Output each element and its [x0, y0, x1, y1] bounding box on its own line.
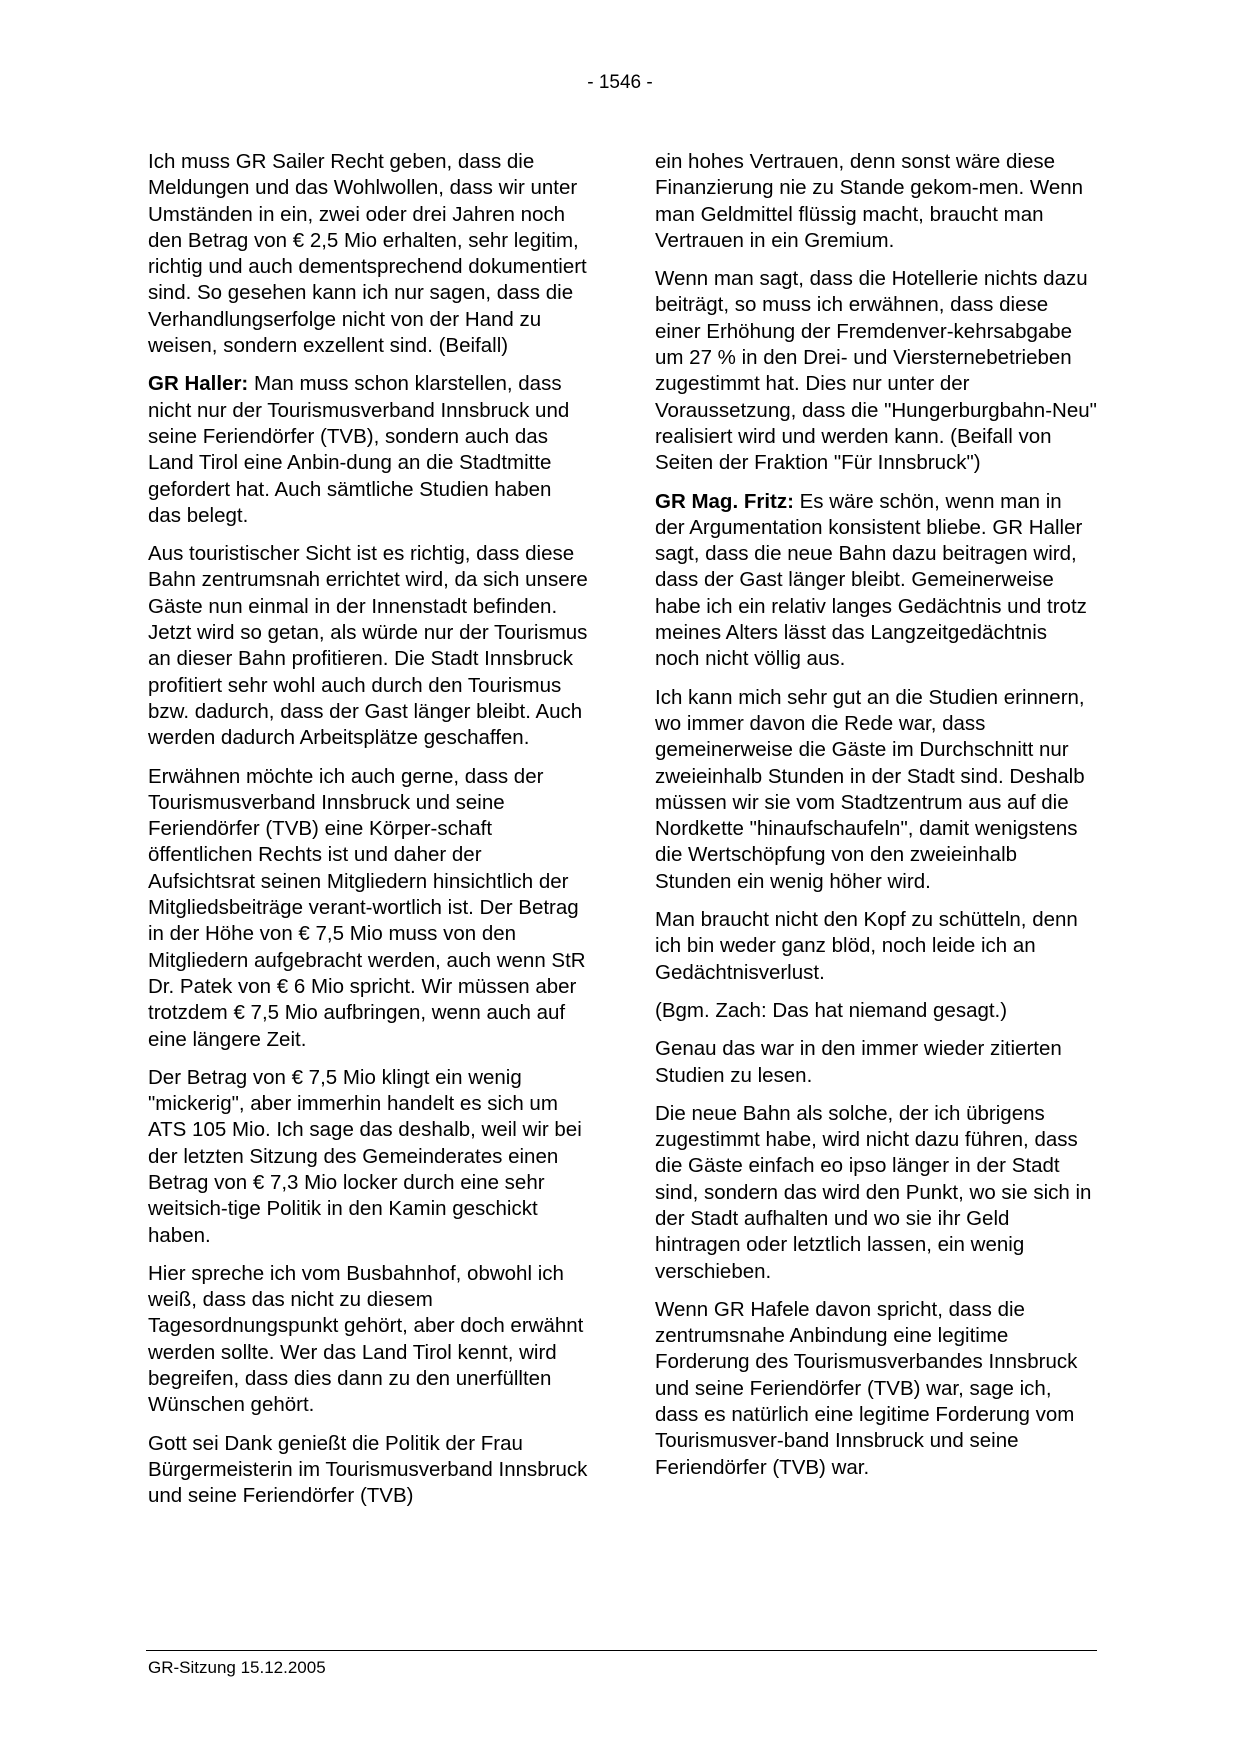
paragraph: (Bgm. Zach: Das hat niemand gesagt.)	[655, 998, 1008, 1022]
speaker-name: GR Mag. Fritz:	[655, 489, 794, 513]
right-column	[655, 149, 1097, 1493]
page-number: - 1546 -	[587, 72, 653, 93]
footer-text: GR-Sitzung 15.12.2005	[148, 1658, 326, 1677]
paragraph: Aus touristischer Sicht ist es richtig, dass diese Bahn zentrumsnah errichtet wird, da sich unsere Gäste nun einmal in der Innenstadt befinden. Jetzt wird so getan, als würde nur der Tourismus an dieser Bahn profitieren. Die Stadt Innsbruck profitiert sehr wohl auch durch den Tourismus bzw. dadurch, dass der Gast länger bleibt. Auch werden dadurch Arbeitsplätze geschaffen.	[148, 542, 588, 750]
paragraph: Erwähnen möchte ich auch gerne, dass der Tourismusverband Innsbruck und seine Feriendörfer (TVB) eine Körper-schaft öffentlichen Rechts ist und daher der Aufsichtsrat seinen Mitgliedern hinsichtlich der Mitgliedsbeiträge verant-wortlich ist. Der Betrag in der Höhe von € 7,5 Mio muss von den Mitgliedern aufgebracht werden, auch wenn StR Dr. Patek von € 6 Mio spricht. Wir müssen aber trotzdem € 7,5 Mio aufbringen, wenn auch auf eine längere Zeit.	[148, 764, 586, 1051]
paragraph: Ich kann mich sehr gut an die Studien erinnern, wo immer davon die Rede war, dass gemeinerweise die Gäste im Durchschnitt nur zweieinhalb Stunden in der Stadt sind. Deshalb müssen wir sie vom Stadtzentrum aus auf die Nordkette "hinaufschaufeln", damit wenigstens die Wertschöpfung von den zweieinhalb Stunden ein wenig höher wird.	[655, 685, 1085, 893]
paragraph: Genau das war in den immer wieder zitierten Studien zu lesen.	[655, 1037, 1062, 1087]
paragraph: GR Haller: Man muss schon klarstellen, dass nicht nur der Tourismusverband Innsbruck und seine Feriendörfer (TVB), sondern auch das Land Tirol eine Anbin-dung an die Stadtmitte gefordert hat. Auch sämtliche Studien haben das belegt.	[148, 372, 570, 527]
paragraph: Hier spreche ich vom Busbahnhof, obwohl ich weiß, dass das nicht zu diesem Tagesordnungspunkt gehört, aber doch erwähnt werden sollte. Wer das Land Tirol kennt, wird begreifen, dass dies dann zu den unerfüllten Wünschen gehört.	[148, 1261, 584, 1417]
paragraph: Die neue Bahn als solche, der ich übrigens zugestimmt habe, wird nicht dazu führen, dass die Gäste einfach eo ipso länger in der Stadt sind, sondern das wird den Punkt, wo sie sich in der Stadt aufhalten und wo sie ihr Geld hintragen oder letztlich lassen, ein wenig verschieben.	[655, 1101, 1092, 1283]
footer-divider	[146, 1650, 1097, 1651]
paragraph: Wenn man sagt, dass die Hotellerie nichts dazu beiträgt, so muss ich erwähnen, dass diese einer Erhöhung der Fremdenver-kehrsabgabe um 27 % in den Drei- und Viersternebetrieben zugestimmt hat. Dies nur unter der Voraussetzung, dass die "Hungerburgbahn-Neu" realisiert wird und werden kann. (Beifall von Seiten der Fraktion "Für Innsbruck")	[655, 267, 1097, 475]
paragraph: Ich muss GR Sailer Recht geben, dass die Meldungen und das Wohlwollen, dass wir unter Umständen in ein, zwei oder drei Jahren noch den Betrag von € 2,5 Mio erhalten, sehr legitim, richtig und auch dementsprechend dokumentiert sind. So gesehen kann ich nur sagen, dass die Verhandlungserfolge nicht von der Hand zu weisen, sondern exzellent sind. (Beifall)	[148, 150, 587, 358]
left-column	[148, 149, 590, 1522]
speaker-name: GR Haller:	[148, 372, 249, 396]
paragraph: Man braucht nicht den Kopf zu schütteln, denn ich bin weder ganz blöd, noch leide ich an Gedächtnisverlust.	[655, 908, 1078, 984]
paragraph: ein hohes Vertrauen, denn sonst wäre diese Finanzierung nie zu Stande gekom-men. Wenn man Geldmittel flüssig macht, braucht man Vertrauen in ein Gremium.	[655, 150, 1084, 252]
paragraph: Der Betrag von € 7,5 Mio klingt ein wenig "mickerig", aber immerhin handelt es sich um ATS 105 Mio. Ich sage das deshalb, weil wir bei der letzten Sitzung des Gemeinderates einen Betrag von € 7,3 Mio locker durch eine sehr weitsich-tige Politik in den Kamin geschickt haben.	[148, 1065, 582, 1247]
paragraph: Wenn GR Hafele davon spricht, dass die zentrumsnahe Anbindung eine legitime Forderung des Tourismusverbandes Innsbruck und seine Feriendörfer (TVB) war, sage ich, dass es natürlich eine legitime Forderung vom Tourismusver-band Innsbruck und seine Feriendörfer (TVB) war.	[655, 1297, 1078, 1479]
paragraph: GR Mag. Fritz: Es wäre schön, wenn man in der Argumentation konsistent bliebe. GR Haller sagt, dass die neue Bahn dazu beitragen wird, dass der Gast länger bleibt. Gemeinerweise habe ich ein relativ langes Gedächtnis und trotz meines Alters lässt das Langzeitgedächtnis noch nicht völlig aus.	[655, 489, 1087, 671]
paragraph: Gott sei Dank genießt die Politik der Frau Bürgermeisterin im Tourismusverband Innsbruck und seine Feriendörfer (TVB)	[148, 1431, 588, 1508]
